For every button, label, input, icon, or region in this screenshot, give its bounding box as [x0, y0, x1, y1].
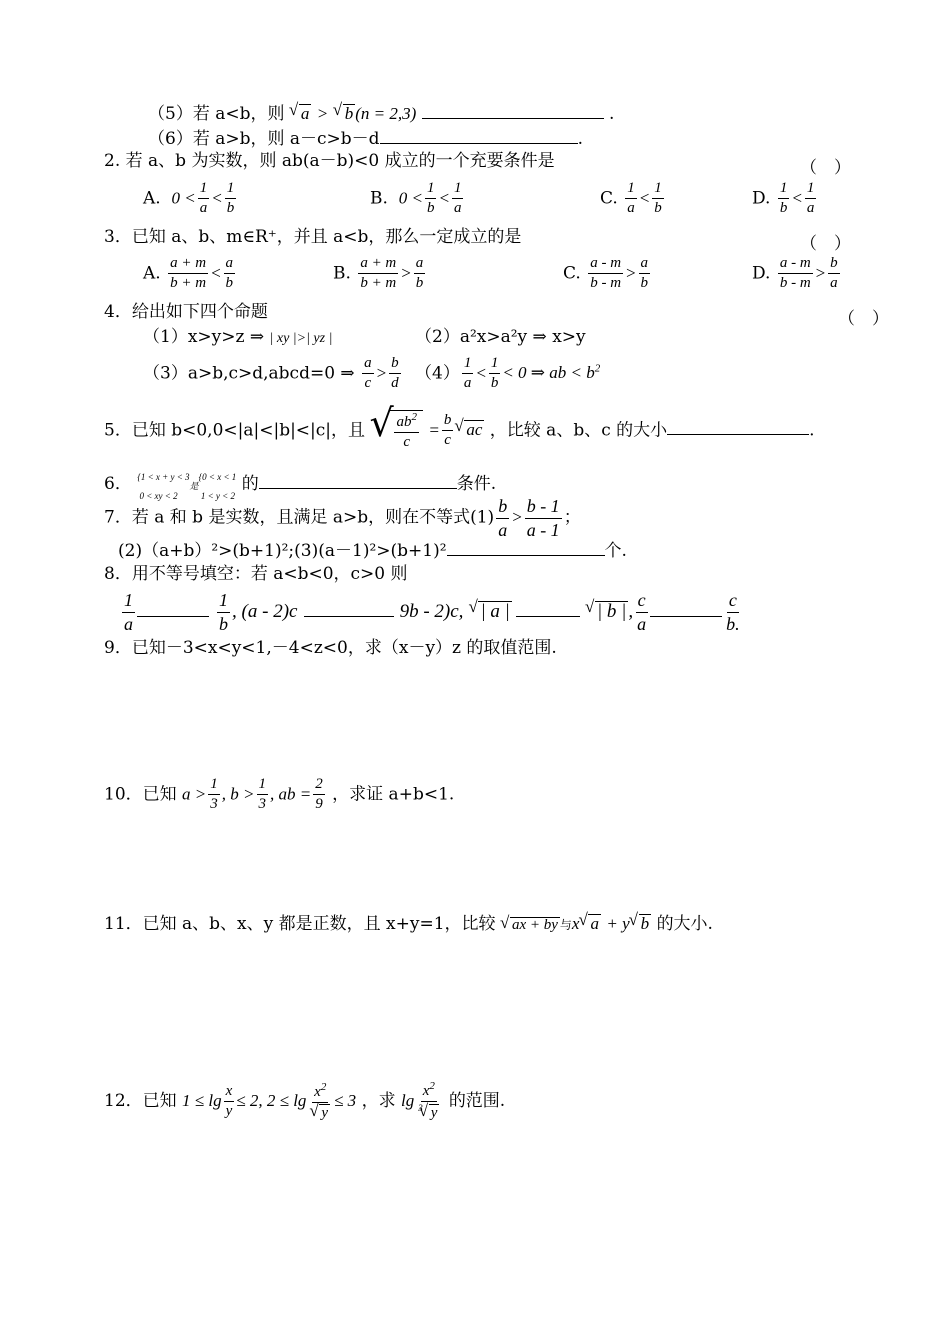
blank: [447, 554, 605, 556]
blank: [422, 117, 604, 119]
q4-prop2: （2）a²x>a²y ⇒ x>y: [415, 327, 586, 347]
q12: 12．已知 1 ≤ lg $\frac{x}{y}$ ≤ 2, 2 ≤ lg $x^2$ √ y ≤ 3 ，求 lg $\frac{x^2}{^3√ y}$ 的范围.: [104, 1080, 505, 1123]
q7-line1: 7．若 a 和 b 是实数，且满足 a>b，则在不等式(1) $\frac{b}{a}$ > $\frac{b - 1}{a - 1}$ ；: [104, 496, 581, 540]
q11: 11．已知 a、b、x、y 都是正数，且 x+y=1，比较 √ ax + by 与x√ a + y√ b 的大小.: [104, 914, 713, 933]
q3-option-a: A. $\frac{a + m}{b + m}$ < $\frac{a}{b}$: [143, 255, 234, 292]
q2-option-c: C. $\frac{1}{a}$ < $\frac{1}{b}$: [600, 180, 662, 217]
q2-paren: （ ）: [800, 158, 851, 178]
q3-paren: （ ）: [800, 234, 851, 254]
blank: [667, 433, 809, 435]
sqrt-b: √ b: [343, 104, 356, 122]
q8-blanks: $\frac{1}{a}$ $\frac{1}{b}$ , (a - 2)c 9b - 2)c, √ | a | √ | b | , $\frac{c}{a}$ $\frac{c}{b.}$: [120, 590, 744, 634]
q2-stem: 2. 若 a、b 为实数，则 ab(a－b)<0 成立的一个充要条件是: [104, 151, 555, 171]
q9: 9．已知－3<x<y<1,－4<z<0，求（x－y）z 的取值范围.: [104, 638, 557, 658]
q2-option-b: B. 0 < $\frac{1}{b}$ < $\frac{1}{a}$: [370, 180, 462, 217]
q1-item5: （5）若 a<b，则 √ a > √ b (n = 2,3) .: [148, 104, 614, 123]
q6-system: {1 < x + y < 3 0 < xy < 2: [137, 472, 190, 501]
q2-option-d: D. $\frac{1}{b}$ < $\frac{1}{a}$: [752, 180, 815, 217]
blank: [380, 142, 578, 144]
q3-option-b: B. $\frac{a + m}{b + m}$ > $\frac{a}{b}$: [333, 255, 424, 292]
q7-line2: (2)（a+b）²>(b+1)²;(3)(a－1)²>(b+1)² 个.: [118, 541, 627, 561]
q4-prop1: （1）x>y>z ⇒ | xy |>| yz |: [143, 327, 333, 347]
q3-option-d: D. $\frac{a - m}{b - m}$ > $\frac{b}{a}$: [752, 255, 838, 292]
q4-paren: （ ）: [838, 309, 889, 329]
q6: 6． {1 < x + y < 3 0 < xy < 2是{0 < x < 1 1 < y < 2 的 条件.: [104, 466, 496, 503]
q4-prop3: （3）a>b,c>d,abcd=0 ⇒ $\frac{a}{c}$ > $\frac{b}{d}$: [143, 355, 399, 392]
q1-item6: （6）若 a>b，则 a－c>b－d .: [148, 129, 583, 149]
sqrt-a: √ a: [299, 104, 312, 122]
q2-option-a: A. 0 < $\frac{1}{a}$ < $\frac{1}{b}$: [143, 180, 235, 217]
q3-option-c: C. $\frac{a - m}{b - m}$ > $\frac{a}{b}$: [563, 255, 649, 292]
q4-prop4: （4） $\frac{1}{a}$ < $\frac{1}{b}$ < 0 ⇒ ab < $b^2$: [415, 355, 601, 392]
q10: 10．已知 a > $\frac{1}{3}$ , b > $\frac{1}{3}$ , ab = $\frac{2}{9}$ ，求证 a+b<1.: [104, 776, 455, 813]
q4-stem: 4．给出如下四个命题: [104, 302, 268, 322]
q8-stem: 8．用不等号填空：若 a<b<0，c>0 则: [104, 564, 408, 584]
q5: 5．已知 b<0,0<|a|<|b|<|c|，且 √ $\frac{ab^2}{c}$ = $\frac{b}{c}$ √ ac ，比较 a、b、c 的大小 .: [104, 410, 815, 452]
q3-stem: 3．已知 a、b、m∈R⁺，并且 a<b，那么一定成立的是: [104, 227, 522, 247]
blank: [259, 487, 457, 489]
